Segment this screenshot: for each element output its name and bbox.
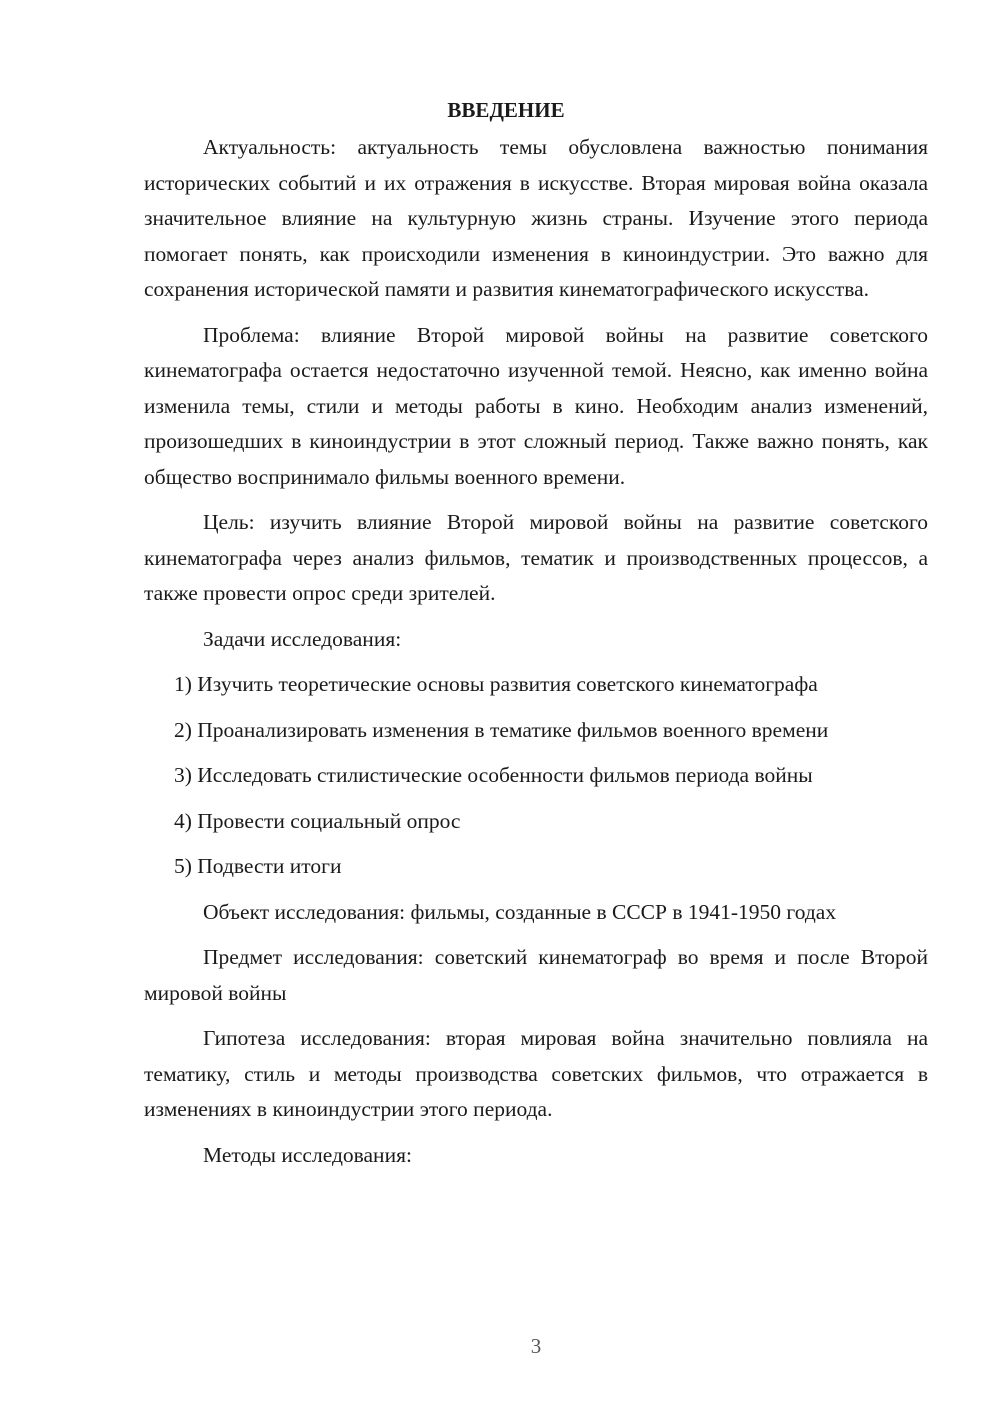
research-object: Объект исследования: фильмы, созданные в СССР в 1941-1950 годах [203,899,837,924]
document-page [144,92,928,1183]
task-item: 5) Подвести итоги [174,854,342,878]
goal-paragraph: Цель: изучить влияние Второй мировой войны на развитие советского кинематографа через анализ фильмов, тематик и производственных процессов, а также провести опрос среди зрителей. [144,510,928,605]
task-item: 1) Изучить теоретические основы развития советского кинематографа [174,672,818,696]
relevance-paragraph: Актуальность: актуальность темы обусловлена важностью понимания исторических событий и их отражения в искусстве. Вторая мировая война оказала значительное влияние на культурную жизнь страны. Изучение этого периода помогает понять, как происходили изменения в киноиндустрии. Это важно для сохранения исторической памяти и развития кинематографического искусства. [144,135,928,301]
page-title: ВВЕДЕНИЕ [447,98,565,122]
research-hypothesis: Гипотеза исследования: вторая мировая война значительно повлияла на тематику, стиль и методы производства советских фильмов, что отражается в изменениях в киноиндустрии этого периода. [144,1026,928,1121]
research-methods: Методы исследования: [203,1142,412,1167]
tasks-heading: Задачи исследования: [203,626,402,651]
task-item: 4) Провести социальный опрос [174,808,461,833]
problem-paragraph: Проблема: влияние Второй мировой войны на развитие советского кинематографа остается недостаточно изученной темой. Неясно, как именно война изменила темы, стили и методы работы в кино. Необходим анализ изменений, произошедших в киноиндустрии в этот сложный период. Также важно понять, как общество воспринимало фильмы военного времени. [144,322,928,489]
page-number: 3 [530,1334,542,1358]
research-subject: Предмет исследования: советский кинематограф во время и после Второй мировой войны [144,945,928,1005]
task-item: 3) Исследовать стилистические особенности фильмов периода войны [174,763,813,787]
task-item: 2) Проанализировать изменения в тематике фильмов военного времени [174,717,829,742]
